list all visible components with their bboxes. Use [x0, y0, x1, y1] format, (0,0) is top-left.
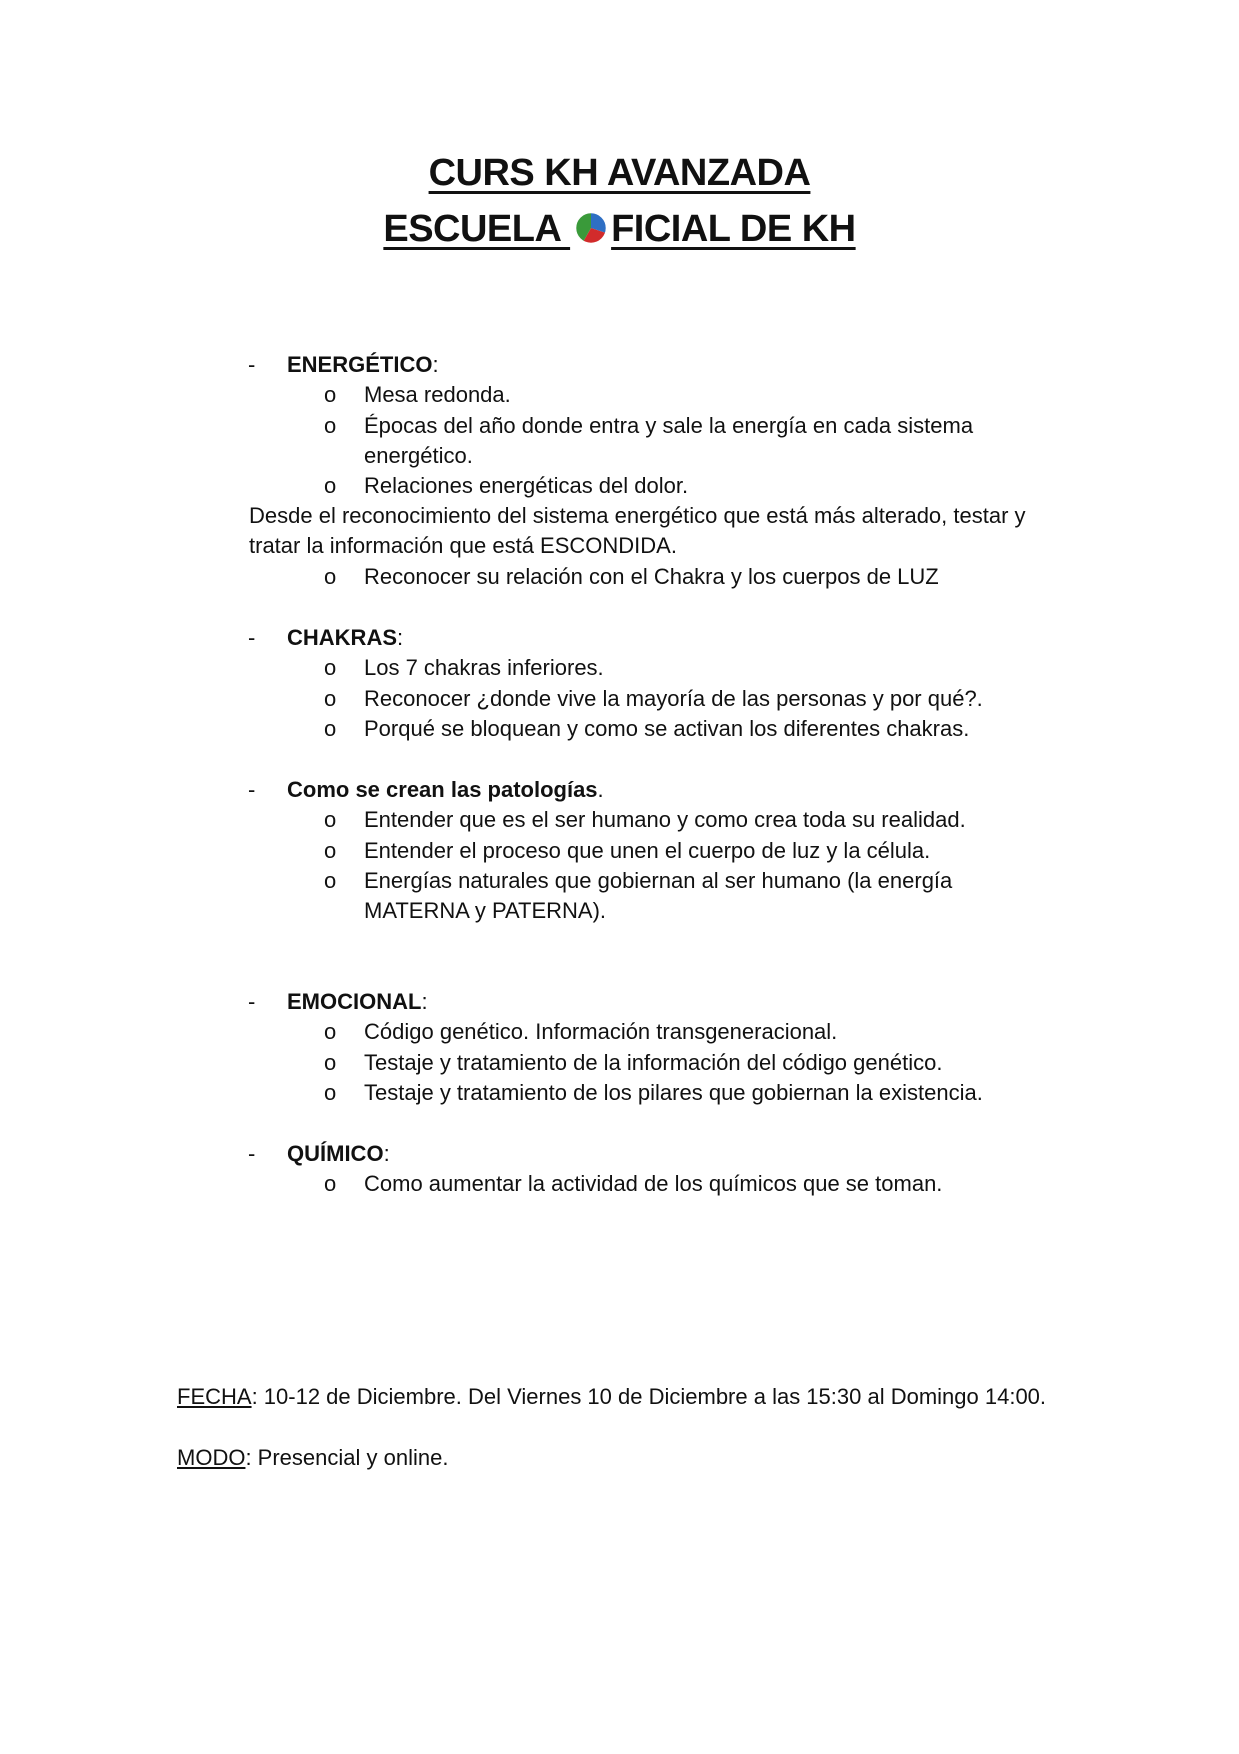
section-heading-energetico: ENERGÉTICO:: [287, 352, 439, 377]
list-item: Reconocer su relación con el Chakra y los cuerpos de LUZ: [364, 564, 939, 589]
modo-label: MODO: [177, 1445, 246, 1470]
bullet-marker: o: [324, 716, 337, 741]
section-heading-chakras: CHAKRAS:: [287, 625, 404, 650]
bullet-marker: o: [324, 564, 337, 589]
modo-text: : Presencial y online.: [245, 1445, 449, 1470]
bullet-marker: o: [324, 1050, 337, 1075]
section-dash: -: [248, 777, 256, 802]
section-dash: -: [248, 1141, 256, 1166]
title-suffix: FICIAL DE KH: [611, 208, 856, 250]
list-item: Reconocer ¿donde vive la mayoría de las personas y por qué?.: [364, 686, 983, 711]
list-item: Los 7 chakras inferiores.: [364, 655, 604, 680]
title-prefix: ESCUELA: [383, 208, 571, 250]
list-item: Entender el proceso que unen el cuerpo de luz y la célula.: [364, 838, 931, 863]
section-dash: -: [248, 989, 256, 1014]
bullet-marker: o: [324, 382, 337, 407]
bullet-marker: o: [324, 838, 337, 863]
bullet-marker: o: [324, 807, 337, 832]
fecha-line: [177, 1382, 1046, 1412]
list-item: Testaje y tratamiento de la información del código genético.: [364, 1050, 943, 1075]
list-item: Porqué se bloquean y como se activan los diferentes chakras.: [364, 716, 970, 741]
list-item: Testaje y tratamiento de los pilares que gobiernan la existencia.: [364, 1080, 983, 1105]
modo-line: [177, 1443, 448, 1473]
bullet-marker: o: [324, 686, 337, 711]
section-heading-quimico: QUÍMICO:: [287, 1141, 390, 1166]
section-dash: -: [248, 352, 256, 377]
bullet-marker: o: [324, 1080, 337, 1105]
list-item: Épocas del año donde entra y sale la energía en cada sistema: [364, 413, 974, 438]
section-heading-emocional: EMOCIONAL:: [287, 989, 428, 1014]
bullet-marker: o: [324, 868, 337, 893]
fecha-text: : 10-12 de Diciembre. Del Viernes 10 de Diciembre a las 15:30 al Domingo 14:00.: [251, 1384, 1047, 1409]
bullet-marker: o: [324, 413, 337, 438]
section-heading-patologias: Como se crean las patologías.: [287, 777, 604, 802]
list-item: Mesa redonda.: [364, 382, 511, 407]
bullet-marker: o: [324, 655, 337, 680]
list-item: Energías naturales que gobiernan al ser humano (la energía: [364, 868, 953, 893]
title-line-2: [0, 208, 1239, 251]
paragraph-line: Desde el reconocimiento del sistema energético que está más alterado, testar y: [249, 503, 1026, 528]
list-item: Relaciones energéticas del dolor.: [364, 473, 689, 498]
pie-chart-logo-icon: [572, 209, 610, 247]
list-item-continuation: MATERNA y PATERNA).: [364, 898, 607, 923]
title-line-1: CURS KH AVANZADA: [428, 152, 811, 194]
list-item-continuation: energético.: [364, 443, 473, 468]
paragraph-line: tratar la información que está ESCONDIDA.: [249, 533, 677, 558]
fecha-label: FECHA: [177, 1384, 252, 1409]
bullet-marker: o: [324, 473, 337, 498]
bullet-marker: o: [324, 1019, 337, 1044]
list-item: Entender que es el ser humano y como crea toda su realidad.: [364, 807, 966, 832]
section-dash: -: [248, 625, 256, 650]
list-item: Como aumentar la actividad de los químicos que se toman.: [364, 1171, 943, 1196]
bullet-marker: o: [324, 1171, 337, 1196]
list-item: Código genético. Información transgeneracional.: [364, 1019, 838, 1044]
